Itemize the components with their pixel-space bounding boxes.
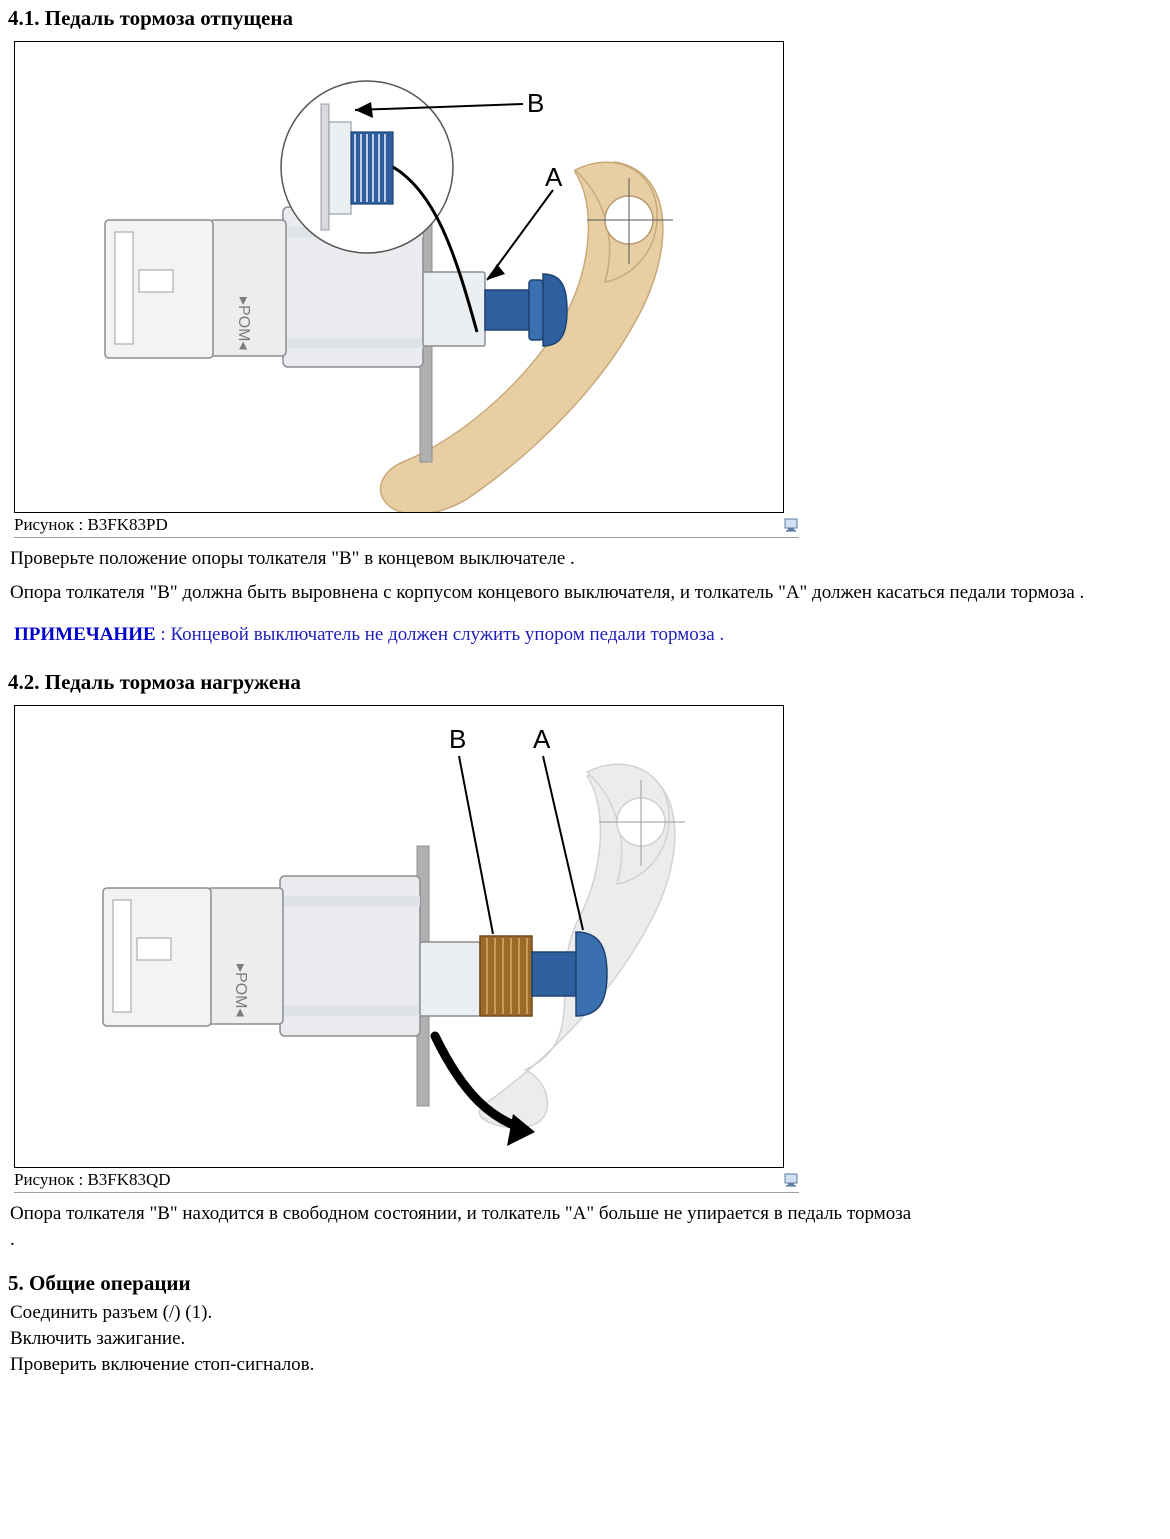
note-text: Концевой выключатель не должен служить упором педали тормоза . (170, 624, 725, 645)
connector-tab-2 (137, 938, 171, 960)
figure-1-illustration (15, 42, 783, 512)
figure-2-caption-row (14, 1170, 799, 1193)
switch-body-2-rib-1 (280, 896, 420, 906)
connector-slot (115, 232, 133, 344)
figure-2-label-a: A (533, 724, 551, 754)
figure-1-label-a: A (545, 162, 563, 192)
plunger-support-b (485, 290, 529, 330)
detail-support-b (351, 132, 393, 204)
detail-nose (329, 122, 351, 214)
section-5-step-3: Проверить включение стоп-сигналов. (10, 1354, 315, 1375)
plunger-a-shaft (529, 280, 543, 340)
figure-1-caption: Рисунок : B3FK83PD (14, 515, 168, 534)
section-4-2-paragraph-2: . (10, 1229, 15, 1250)
label-a-arrow (487, 264, 505, 280)
connector-slot-2 (113, 900, 131, 1012)
switch-marking-2: ▸POM◂ (232, 964, 249, 1017)
detail-wall (321, 104, 329, 230)
figure-2-caption: Рисунок : B3FK83QD (14, 1170, 171, 1189)
connector-tab (139, 270, 173, 292)
section-4-1-paragraph-2: Опора толкателя "B" должна быть выровнена с корпусом концевого выключателя, и толкатель "A" должен касаться педали тормоза . (10, 582, 1085, 603)
section-5-step-1: Соединить разъем (/) (1). (10, 1302, 213, 1323)
switch-nose (423, 272, 485, 346)
label-a-leader-2 (543, 756, 583, 930)
section-4-1-paragraph-1: Проверьте положение опоры толкателя "B" в концевом выключателе . (10, 548, 575, 569)
note-separator: : (155, 624, 171, 645)
figure-2-illustration (15, 706, 783, 1167)
section-heading-4-1: 4.1. Педаль тормоза отпущена (8, 6, 293, 30)
figure-1-label-b: B (527, 88, 545, 118)
figure-brake-pedal-released (14, 41, 784, 513)
note-label: ПРИМЕЧАНИЕ (14, 624, 156, 645)
switch-marking: ▸POM◂ (235, 297, 252, 350)
switch-body-2-rib-2 (280, 1006, 420, 1016)
plunger-a-body-2 (532, 952, 576, 996)
document-page (0, 6, 1170, 1378)
switch-nose-2 (420, 942, 480, 1016)
switch-body-rib-2 (283, 338, 423, 348)
section-heading-5: 5. Общие операции (8, 1271, 191, 1295)
plunger-a-head (543, 274, 567, 346)
label-b-leader-2 (459, 756, 493, 934)
section-5-step-2: Включить зажигание. (10, 1328, 186, 1349)
section-4-2-paragraph-1: Опора толкателя "B" находится в свободном состоянии, и толкатель "A" больше не упирается в педаль тормоза (10, 1203, 912, 1224)
figure-1-caption-row (14, 515, 799, 538)
note-block (14, 622, 1170, 648)
figure-zoom-icon[interactable] (783, 1172, 799, 1188)
figure-2-label-b: B (449, 724, 467, 754)
figure-brake-pedal-loaded (14, 705, 784, 1168)
figure-zoom-icon[interactable] (783, 517, 799, 533)
section-heading-4-2: 4.2. Педаль тормоза нагружена (8, 670, 301, 694)
